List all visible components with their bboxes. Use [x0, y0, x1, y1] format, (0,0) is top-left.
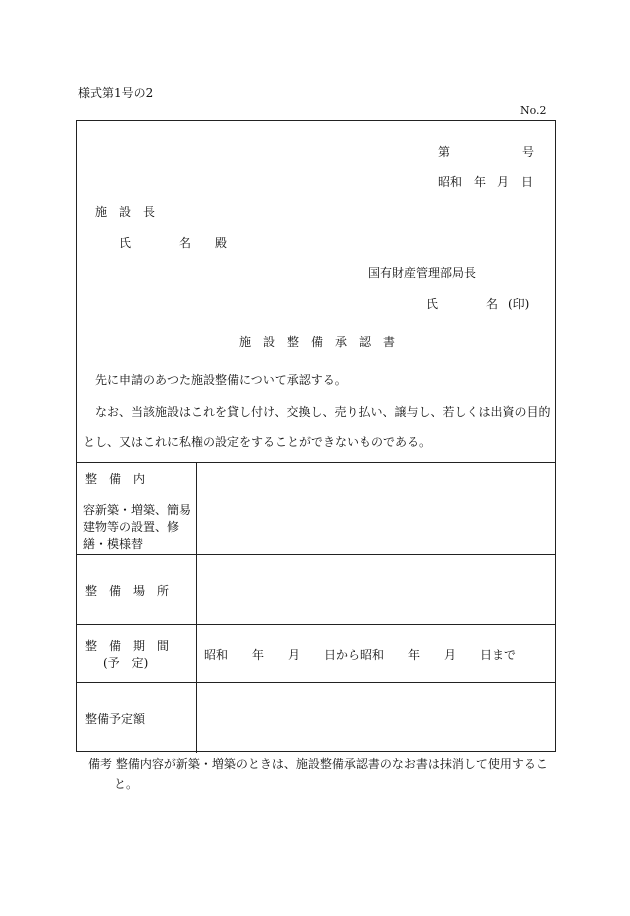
- sender-name: 氏 名: [426, 297, 499, 311]
- addressee-name: 氏 名 殿: [119, 236, 228, 250]
- remarks-note: [88, 754, 558, 794]
- date-era: 昭和: [438, 175, 463, 189]
- remarks-prefix: 備考: [88, 757, 113, 771]
- period-sub: (予 定): [103, 656, 149, 670]
- date-month: 月: [497, 175, 510, 189]
- content-sub-2: 建物等の設置、修: [83, 520, 180, 534]
- body-line-1: 先に申請のあつた施設整備について承認する。: [95, 373, 347, 387]
- body-line-3: とし、又はこれに私権の設定をすることができないものである。: [83, 435, 432, 449]
- approval-form: [76, 120, 556, 752]
- addressee-title: 施 設 長: [95, 205, 156, 219]
- content-label: 整 備 内: [85, 472, 146, 486]
- remarks-text-cont: と。: [114, 777, 139, 791]
- number-suffix: 号: [522, 145, 535, 159]
- date-day: 日: [521, 175, 534, 189]
- date-year: 年: [474, 175, 487, 189]
- amount-label: 整備予定額: [85, 712, 146, 726]
- remarks-text: 整備内容が新築・増築のときは、施設整備承認書のなお書は抹消して使用するこ: [115, 757, 548, 771]
- row-divider-3: [77, 682, 555, 683]
- document-title: 施 設 整 備 承 認 書: [239, 335, 396, 349]
- document-number: No.2: [520, 104, 547, 117]
- form-id: 様式第1号の2: [78, 86, 154, 100]
- period-label: 整 備 期 間: [85, 639, 170, 653]
- row-divider-1: [77, 554, 555, 555]
- location-label: 整 備 場 所: [85, 584, 170, 598]
- sender-seal: (印): [508, 297, 530, 311]
- number-prefix: 第: [438, 145, 451, 159]
- row-divider-2: [77, 624, 555, 625]
- content-sub-3: 繕・模様替: [83, 537, 144, 551]
- column-divider: [196, 463, 197, 753]
- period-value: 昭和 年 月 日から昭和 年 月 日まで: [204, 648, 517, 662]
- sender-title: 国有財産管理部局長: [368, 266, 477, 280]
- content-sub-1: 容新築・増築、簡易: [83, 503, 192, 517]
- table-top-border: [77, 462, 555, 463]
- body-line-2: なお、当該施設はこれを貸し付け、交換し、売り払い、譲与し、若しくは出資の目的: [95, 405, 551, 419]
